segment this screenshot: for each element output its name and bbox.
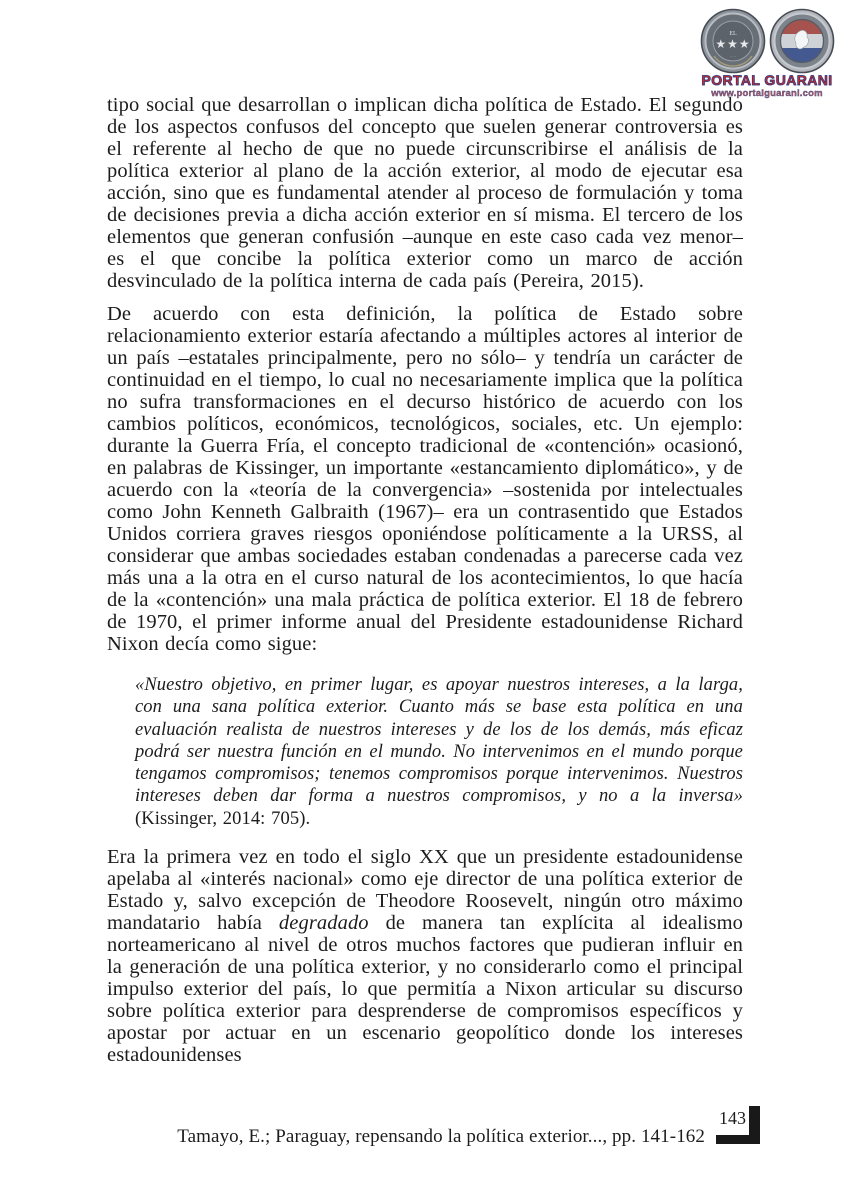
svg-text:★★★: ★★★ [714, 37, 751, 51]
paragraph-3 [107, 846, 743, 1066]
paraguay-flag-map-seal-icon [769, 8, 835, 74]
running-footer-citation: Tamayo, E.; Paraguay, repensando la política exterior..., pp. 141-162 [177, 1126, 705, 1147]
paragraph-3-emphasis: degradado [278, 912, 369, 935]
nixon-block-quote [135, 674, 743, 830]
paragraph-3-before: Era la primera vez en todo el siglo XX que un presidente estadounidense apelaba al «interés nacional» como eje director de una política exterior de Estado y, salvo excepción de Theodore Roosevelt, ningún otro máximo mandatario había [107, 846, 743, 935]
quote-text: «Nuestro objetivo, en primer lugar, es apoyar nuestros intereses, a la larga, con una sana política exterior. Cuanto más se base esta política en una evaluación realista de nuestros intereses y de los de los demás, más eficaz podrá ser nuestra función en el mundo. No intervenimos en el mundo porque tengamos compromisos; tenemos compromisos porque intervenimos. Nuestros intereses deben dar forma a nuestros compromisos, y no a la inversa» [135, 675, 743, 807]
paragraph-3-after: de manera tan explícita al idealismo norteamericano al nivel de otros muchos factores que pudieran influir en la generación de una política exterior, y no considerarlo como el principal impulso exterior del país, lo que permitía a Nixon articular su discurso sobre política exterior para desprenderse de compromisos específicos y apostar por actuar en un escenario geopolítico donde los intereses estadounidenses [107, 912, 743, 1067]
logo-url: www.portalguarani.com [711, 88, 823, 99]
paraguay-coat-of-arms-seal-icon [700, 8, 766, 74]
page-corner-mark [716, 1106, 760, 1144]
logo-seals [693, 8, 841, 74]
page-number: 143 [719, 1108, 746, 1128]
paragraph-1: tipo social que desarrollan o implican dicha política de Estado. El segundo de los aspectos confusos del concepto que suelen generar controversia es el referente al hecho de que no puede circunscribirse el análisis de la política exterior al plano de la acción exterior, al modo de ejecutar esa acción, sino que es fundamental atender al proceso de formulación y toma de decisiones previa a dicha acción exterior en sí misma. El tercero de los elementos que generan confusión –aunque en este caso cada vez menor– es el que concibe la política exterior como un marco de acción desvinculado de la política interna de cada país (Pereira, 2015). [107, 94, 743, 292]
article-text-block [107, 94, 743, 1066]
svg-text:· · ·: · · · [729, 54, 736, 59]
quote-citation: (Kissinger, 2014: 705). [135, 808, 311, 829]
portal-guarani-logo [693, 8, 841, 99]
logo-title: PORTAL GUARANI [701, 72, 833, 88]
svg-text:EL: EL [728, 31, 737, 37]
paragraph-2: De acuerdo con esta definición, la política de Estado sobre relacionamiento exterior estaría afectando a múltiples actores al interior de un país –estatales principalmente, pero no sólo– y tendría un carácter de continuidad en el tiempo, lo cual no necesariamente implica que la política no sufra transformaciones en el decurso histórico de acuerdo con los cambios políticos, económicos, tecnológicos, sociales, etc. Un ejemplo: durante la Guerra Fría, el concepto tradicional de «contención» ocasionó, en palabras de Kissinger, un importante «estancamiento diplomático», y de acuerdo con la «teoría de la convergencia» –sostenida por intelectuales como John Kenneth Galbraith (1967)– era un contrasentido que Estados Unidos corriera graves riesgos oponiéndose políticamente a la URSS, al considerar que ambas sociedades estaban condenadas a parecerse cada vez más una a la otra en el curso natural de los acontecimientos, lo que hacía de la «contención» una mala práctica de política exterior. El 18 de febrero de 1970, el primer informe anual del Presidente estadounidense Richard Nixon decía como sigue: [107, 303, 743, 655]
